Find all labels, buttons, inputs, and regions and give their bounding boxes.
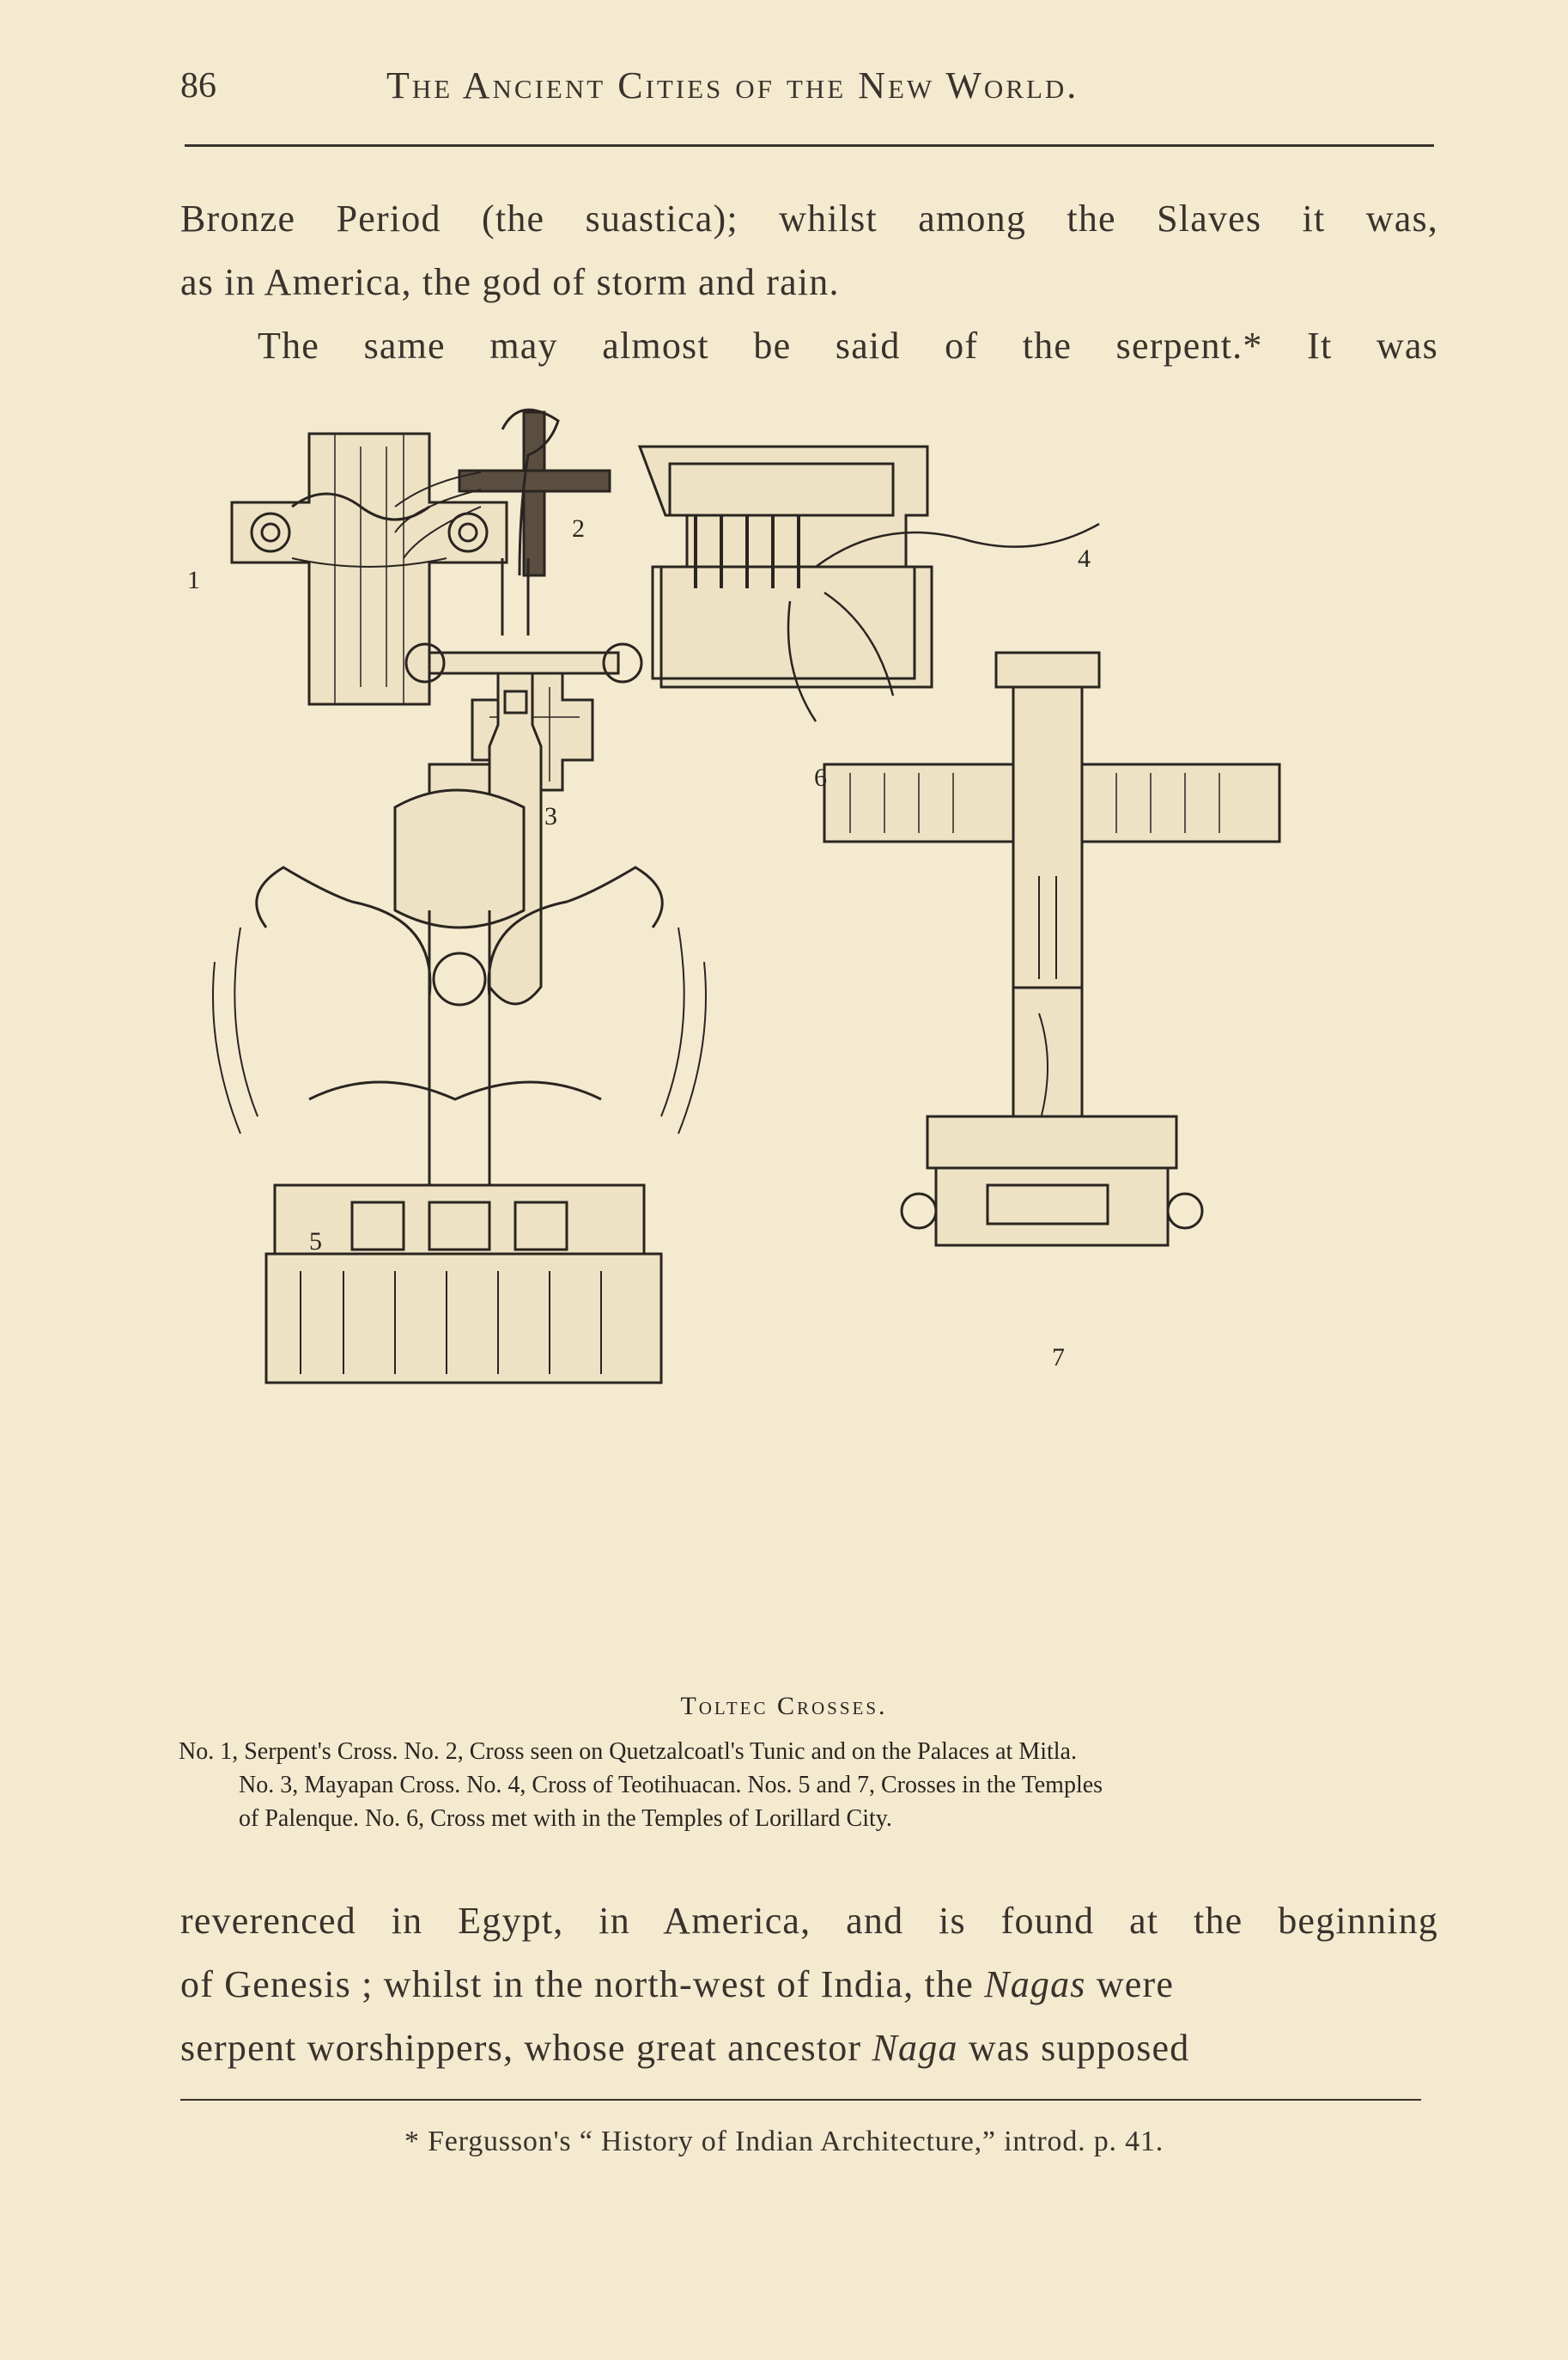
caption-line: No. 1, Serpent's Cross. No. 2, Cross seen on Quetzalcoatl's Tunic and on the Palaces at Mitla. bbox=[179, 1738, 1077, 1765]
caption-line: No. 3, Mayapan Cross. No. 4, Cross of Teotihuacan. Nos. 5 and 7, Crosses in the Temples bbox=[239, 1772, 1103, 1798]
text-line bbox=[180, 2016, 1438, 2080]
teotihuacan-cross-figure bbox=[640, 447, 932, 687]
footnote: * Fergusson's “ History of Indian Architecture,” introd. p. 41. bbox=[404, 2126, 1164, 2157]
figure-number-6: 6 bbox=[814, 763, 827, 792]
top-paragraph bbox=[180, 187, 1438, 378]
text-line: reverenced in Egypt, in America, and is found at the beginning bbox=[180, 1900, 1438, 1942]
engraving-svg bbox=[172, 395, 1443, 1683]
italic-term-naga: Naga bbox=[872, 2027, 958, 2069]
text-run: serpent worshippers, whose great ancestor bbox=[180, 2027, 872, 2069]
figure-number-4: 4 bbox=[1078, 544, 1091, 573]
header-rule bbox=[185, 144, 1434, 147]
palenque-cross-5-figure bbox=[213, 764, 706, 1383]
page-header bbox=[180, 58, 1434, 119]
text-run: were bbox=[1085, 1963, 1175, 2005]
bottom-paragraph bbox=[180, 1889, 1438, 2080]
text-line: The same may almost be said of the serpent.* It was bbox=[258, 325, 1438, 367]
text-run: was supposed bbox=[957, 2027, 1190, 2069]
figure-number-1: 1 bbox=[187, 566, 200, 594]
figure-caption bbox=[179, 1735, 1434, 1835]
text-line: Bronze Period (the suastica); whilst among the Slaves it was, bbox=[180, 198, 1438, 240]
figure-caption-title: Toltec Crosses. bbox=[680, 1692, 888, 1720]
figure-number-2: 2 bbox=[572, 514, 585, 543]
figure-number-3: 3 bbox=[544, 802, 557, 830]
text-line: as in America, the god of storm and rain. bbox=[180, 261, 840, 303]
page-number: 86 bbox=[180, 66, 216, 106]
toltec-crosses-illustration bbox=[172, 395, 1443, 1683]
text-line bbox=[180, 1953, 1438, 2016]
footnote-rule bbox=[180, 2099, 1421, 2101]
italic-term-nagas: Nagas bbox=[984, 1963, 1086, 2005]
running-title: The Ancient Cities of the New World. bbox=[386, 64, 1079, 106]
figure-number-7: 7 bbox=[1052, 1343, 1065, 1372]
figure-number-5: 5 bbox=[309, 1227, 322, 1256]
caption-line: of Palenque. No. 6, Cross met with in the Temples of Lorillard City. bbox=[239, 1805, 892, 1832]
text-run: of Genesis ; whilst in the north-west of India, the bbox=[180, 1963, 985, 2005]
